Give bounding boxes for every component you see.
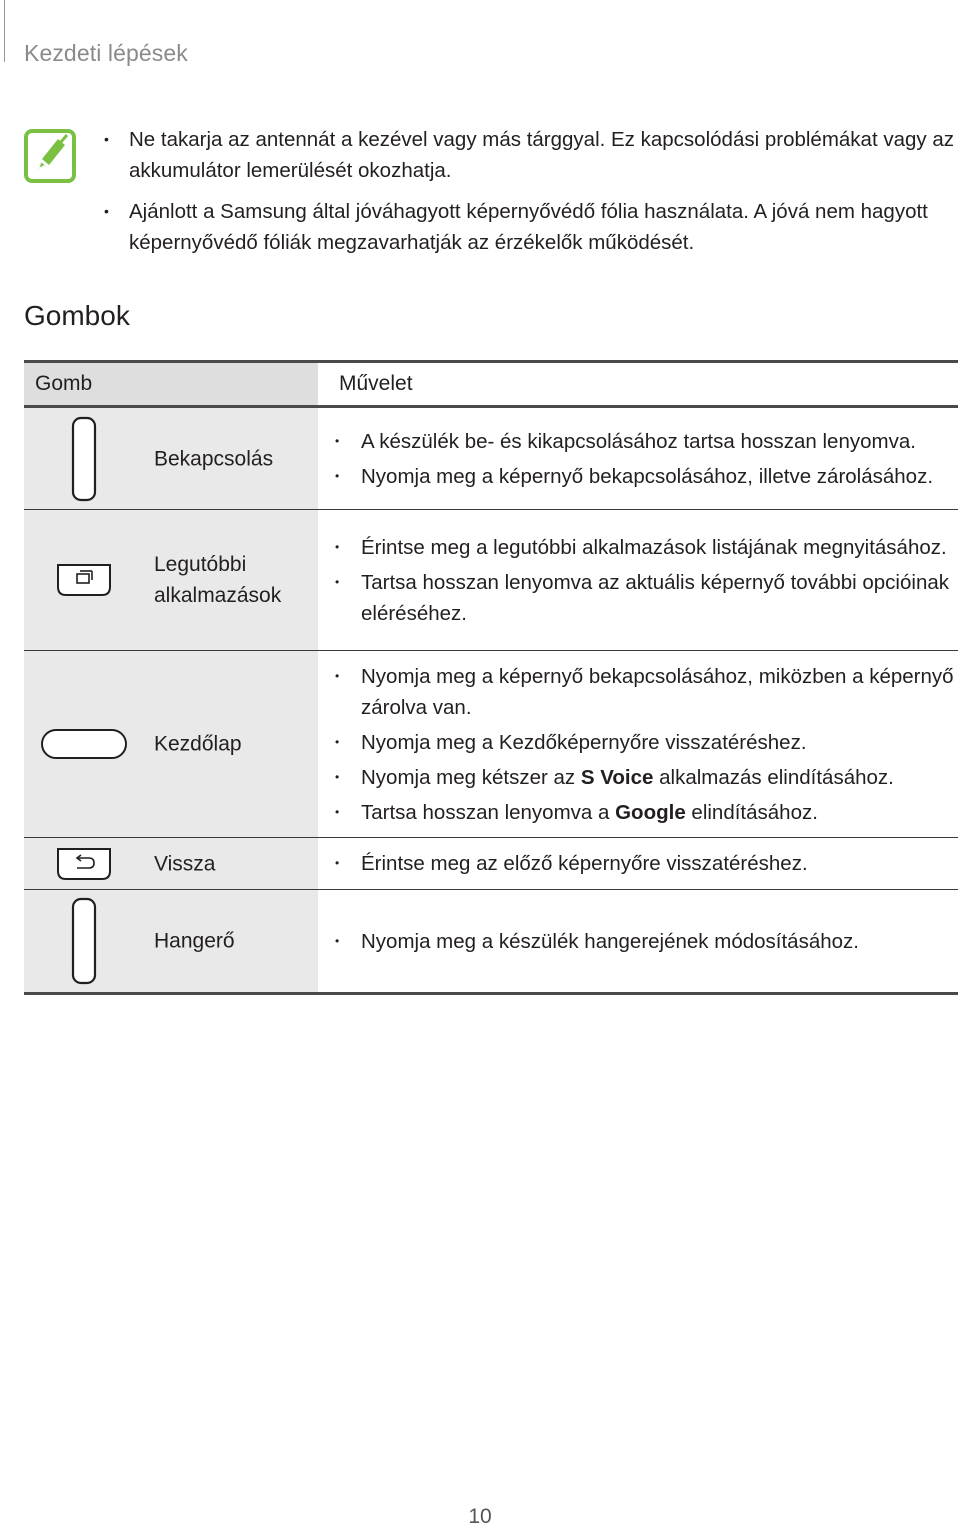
bullet-icon: • bbox=[335, 539, 340, 554]
section-header: Kezdeti lépések bbox=[24, 40, 188, 66]
app-name-svoice: S Voice bbox=[580, 765, 654, 789]
page-corner-line bbox=[4, 0, 5, 62]
bullet-icon: • bbox=[335, 433, 340, 448]
table-header-key: Gomb bbox=[24, 362, 318, 407]
back-key-icon bbox=[56, 847, 112, 881]
table-row bbox=[24, 890, 958, 994]
table-row bbox=[24, 510, 958, 651]
key-name: Bekapcsolás bbox=[154, 447, 274, 470]
table-header-action: Művelet bbox=[318, 362, 958, 407]
page-number: 10 bbox=[468, 1505, 492, 1528]
recent-apps-key-icon bbox=[56, 563, 112, 597]
key-cell bbox=[24, 890, 318, 994]
bullet-icon: • bbox=[335, 468, 340, 483]
action-cell bbox=[318, 651, 958, 838]
list-item: • Nyomja meg kétszer az S Voice alkalmazás elindításához. bbox=[335, 762, 958, 793]
note-pencil-icon bbox=[24, 129, 76, 183]
key-cell bbox=[24, 510, 318, 651]
bullet-icon: • bbox=[335, 804, 340, 819]
list-item: • Érintse meg az előző képernyőre visszatéréshez. bbox=[335, 848, 958, 879]
bullet-icon: • bbox=[335, 933, 340, 948]
bullet-icon: • bbox=[104, 203, 109, 219]
action-cell bbox=[318, 407, 958, 510]
bullet-icon: • bbox=[335, 856, 340, 870]
action-cell bbox=[318, 890, 958, 994]
table-row bbox=[24, 651, 958, 838]
table-row bbox=[24, 838, 958, 890]
key-cell bbox=[24, 651, 318, 838]
bullet-icon: • bbox=[104, 131, 109, 147]
table-header-row bbox=[24, 362, 958, 407]
key-cell bbox=[24, 407, 318, 510]
list-item: • Nyomja meg a képernyő bekapcsolásához, illetve zárolásához. bbox=[335, 461, 958, 492]
key-name: Legutóbbi alkalmazások bbox=[154, 553, 282, 607]
note-list bbox=[100, 124, 958, 268]
bullet-icon: • bbox=[335, 574, 340, 589]
bullet-icon: • bbox=[335, 668, 340, 683]
app-name-google: Google bbox=[615, 800, 686, 824]
key-cell bbox=[24, 838, 318, 890]
list-item: • Nyomja meg a készülék hangerejének módosításához. bbox=[335, 926, 958, 957]
section-heading: Gombok bbox=[24, 300, 130, 331]
bullet-icon: • bbox=[335, 734, 340, 749]
key-name: Hangerő bbox=[154, 929, 235, 953]
note-item bbox=[100, 196, 958, 258]
home-key-icon bbox=[40, 728, 128, 760]
list-item: • Nyomja meg a képernyő bekapcsolásához, miközben a képernyő zárolva van. bbox=[335, 661, 958, 723]
list-item: • Érintse meg a legutóbbi alkalmazások listájának megnyitásához. bbox=[335, 532, 958, 563]
volume-key-icon bbox=[71, 897, 97, 985]
list-item: • A készülék be- és kikapcsolásához tartsa hosszan lenyomva. bbox=[335, 426, 958, 457]
note-item bbox=[100, 124, 958, 186]
key-name: Vissza bbox=[154, 852, 216, 875]
key-name: Kezdőlap bbox=[154, 732, 242, 756]
action-cell bbox=[318, 510, 958, 651]
note-text: Ne takarja az antennát a kezével vagy más tárggyal. Ez kapcsolódási problémákat vagy az akkumulátor lemerülését okozhatja. bbox=[129, 128, 954, 182]
list-item: • Tartsa hosszan lenyomva a Google elindításához. bbox=[335, 797, 958, 828]
buttons-table bbox=[24, 360, 958, 995]
power-key-icon bbox=[71, 416, 97, 502]
list-item: • Nyomja meg a Kezdőképernyőre visszatéréshez. bbox=[335, 727, 958, 758]
note-text: Ajánlott a Samsung által jóváhagyott képernyővédő fólia használata. A jóvá nem hagyott képernyővédő fóliák megzavarhatják az érzékelők működését. bbox=[129, 200, 928, 254]
bullet-icon: • bbox=[335, 769, 340, 784]
action-cell bbox=[318, 838, 958, 890]
list-item: • Tartsa hosszan lenyomva az aktuális képernyő további opcióinak eléréséhez. bbox=[335, 567, 958, 629]
table-row bbox=[24, 407, 958, 510]
